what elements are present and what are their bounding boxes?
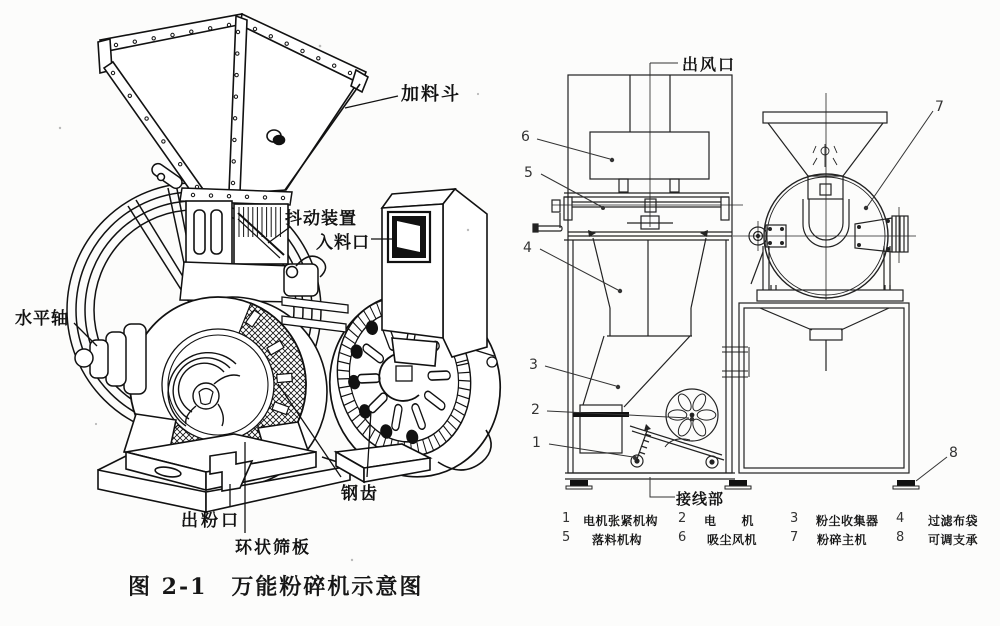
legend-num-8: 8	[896, 530, 905, 545]
suction-fan-box	[590, 132, 709, 179]
label-annular-screen: 环状筛板	[235, 538, 311, 558]
label-steel-teeth: 钢齿	[341, 484, 379, 504]
label-air-outlet: 出风口	[682, 55, 737, 74]
legend-num-1: 1	[562, 511, 571, 526]
hopper-screw	[813, 144, 837, 167]
callout-4: 4	[523, 240, 532, 256]
label-terminal: 接线部	[676, 490, 725, 508]
label-feed-hopper: 加料斗	[401, 84, 461, 105]
label-powder-outlet: 出粉口	[181, 511, 241, 531]
legend-label-1: 电机张紧机构	[583, 514, 659, 528]
filter-bag-section	[573, 238, 726, 473]
legend-num-3: 3	[790, 511, 799, 526]
callout-6: 6	[521, 129, 530, 145]
label-horizontal-shaft: 水平轴	[15, 309, 69, 329]
callout-5: 5	[524, 165, 533, 181]
legend-label-8: 可调支承	[928, 533, 979, 547]
legend-num-4: 4	[896, 511, 905, 526]
legend-num-6: 6	[678, 530, 687, 545]
crusher-stand	[751, 246, 903, 301]
discharge-mechanism	[533, 193, 743, 240]
legend-label-5: 落料机构	[592, 533, 643, 547]
tensioning-lever	[630, 424, 724, 468]
crusher-main-unit	[733, 93, 916, 473]
dust-collector-unit	[533, 75, 743, 479]
callout-2: 2	[531, 402, 540, 418]
callout-7: 7	[935, 99, 944, 115]
label-feed-inlet: 入料口	[316, 233, 370, 253]
dust-collector-chute	[573, 336, 690, 453]
figure-caption: 图 2-1 万能粉碎机示意图	[128, 574, 424, 600]
legend-num-7: 7	[790, 530, 799, 545]
leader-lines-right	[537, 63, 947, 497]
feed-hopper	[98, 14, 368, 197]
legend-label-6: 吸尘风机	[707, 533, 758, 547]
legend-num-5: 5	[562, 530, 571, 545]
callout-1: 1	[532, 435, 541, 451]
legend-num-2: 2	[678, 511, 687, 526]
callout-3: 3	[529, 357, 538, 373]
label-shaking-device: 抖动装置	[285, 209, 357, 229]
adjustable-feet	[566, 480, 919, 489]
legend-label-4: 过滤布袋	[928, 514, 979, 528]
legend-label-7: 粉碎主机	[817, 533, 868, 547]
legend-label-2: 电 机	[704, 514, 755, 528]
callout-8: 8	[949, 445, 958, 461]
collection-box	[739, 303, 909, 473]
legend-label-3: 粉尘收集器	[816, 514, 879, 528]
